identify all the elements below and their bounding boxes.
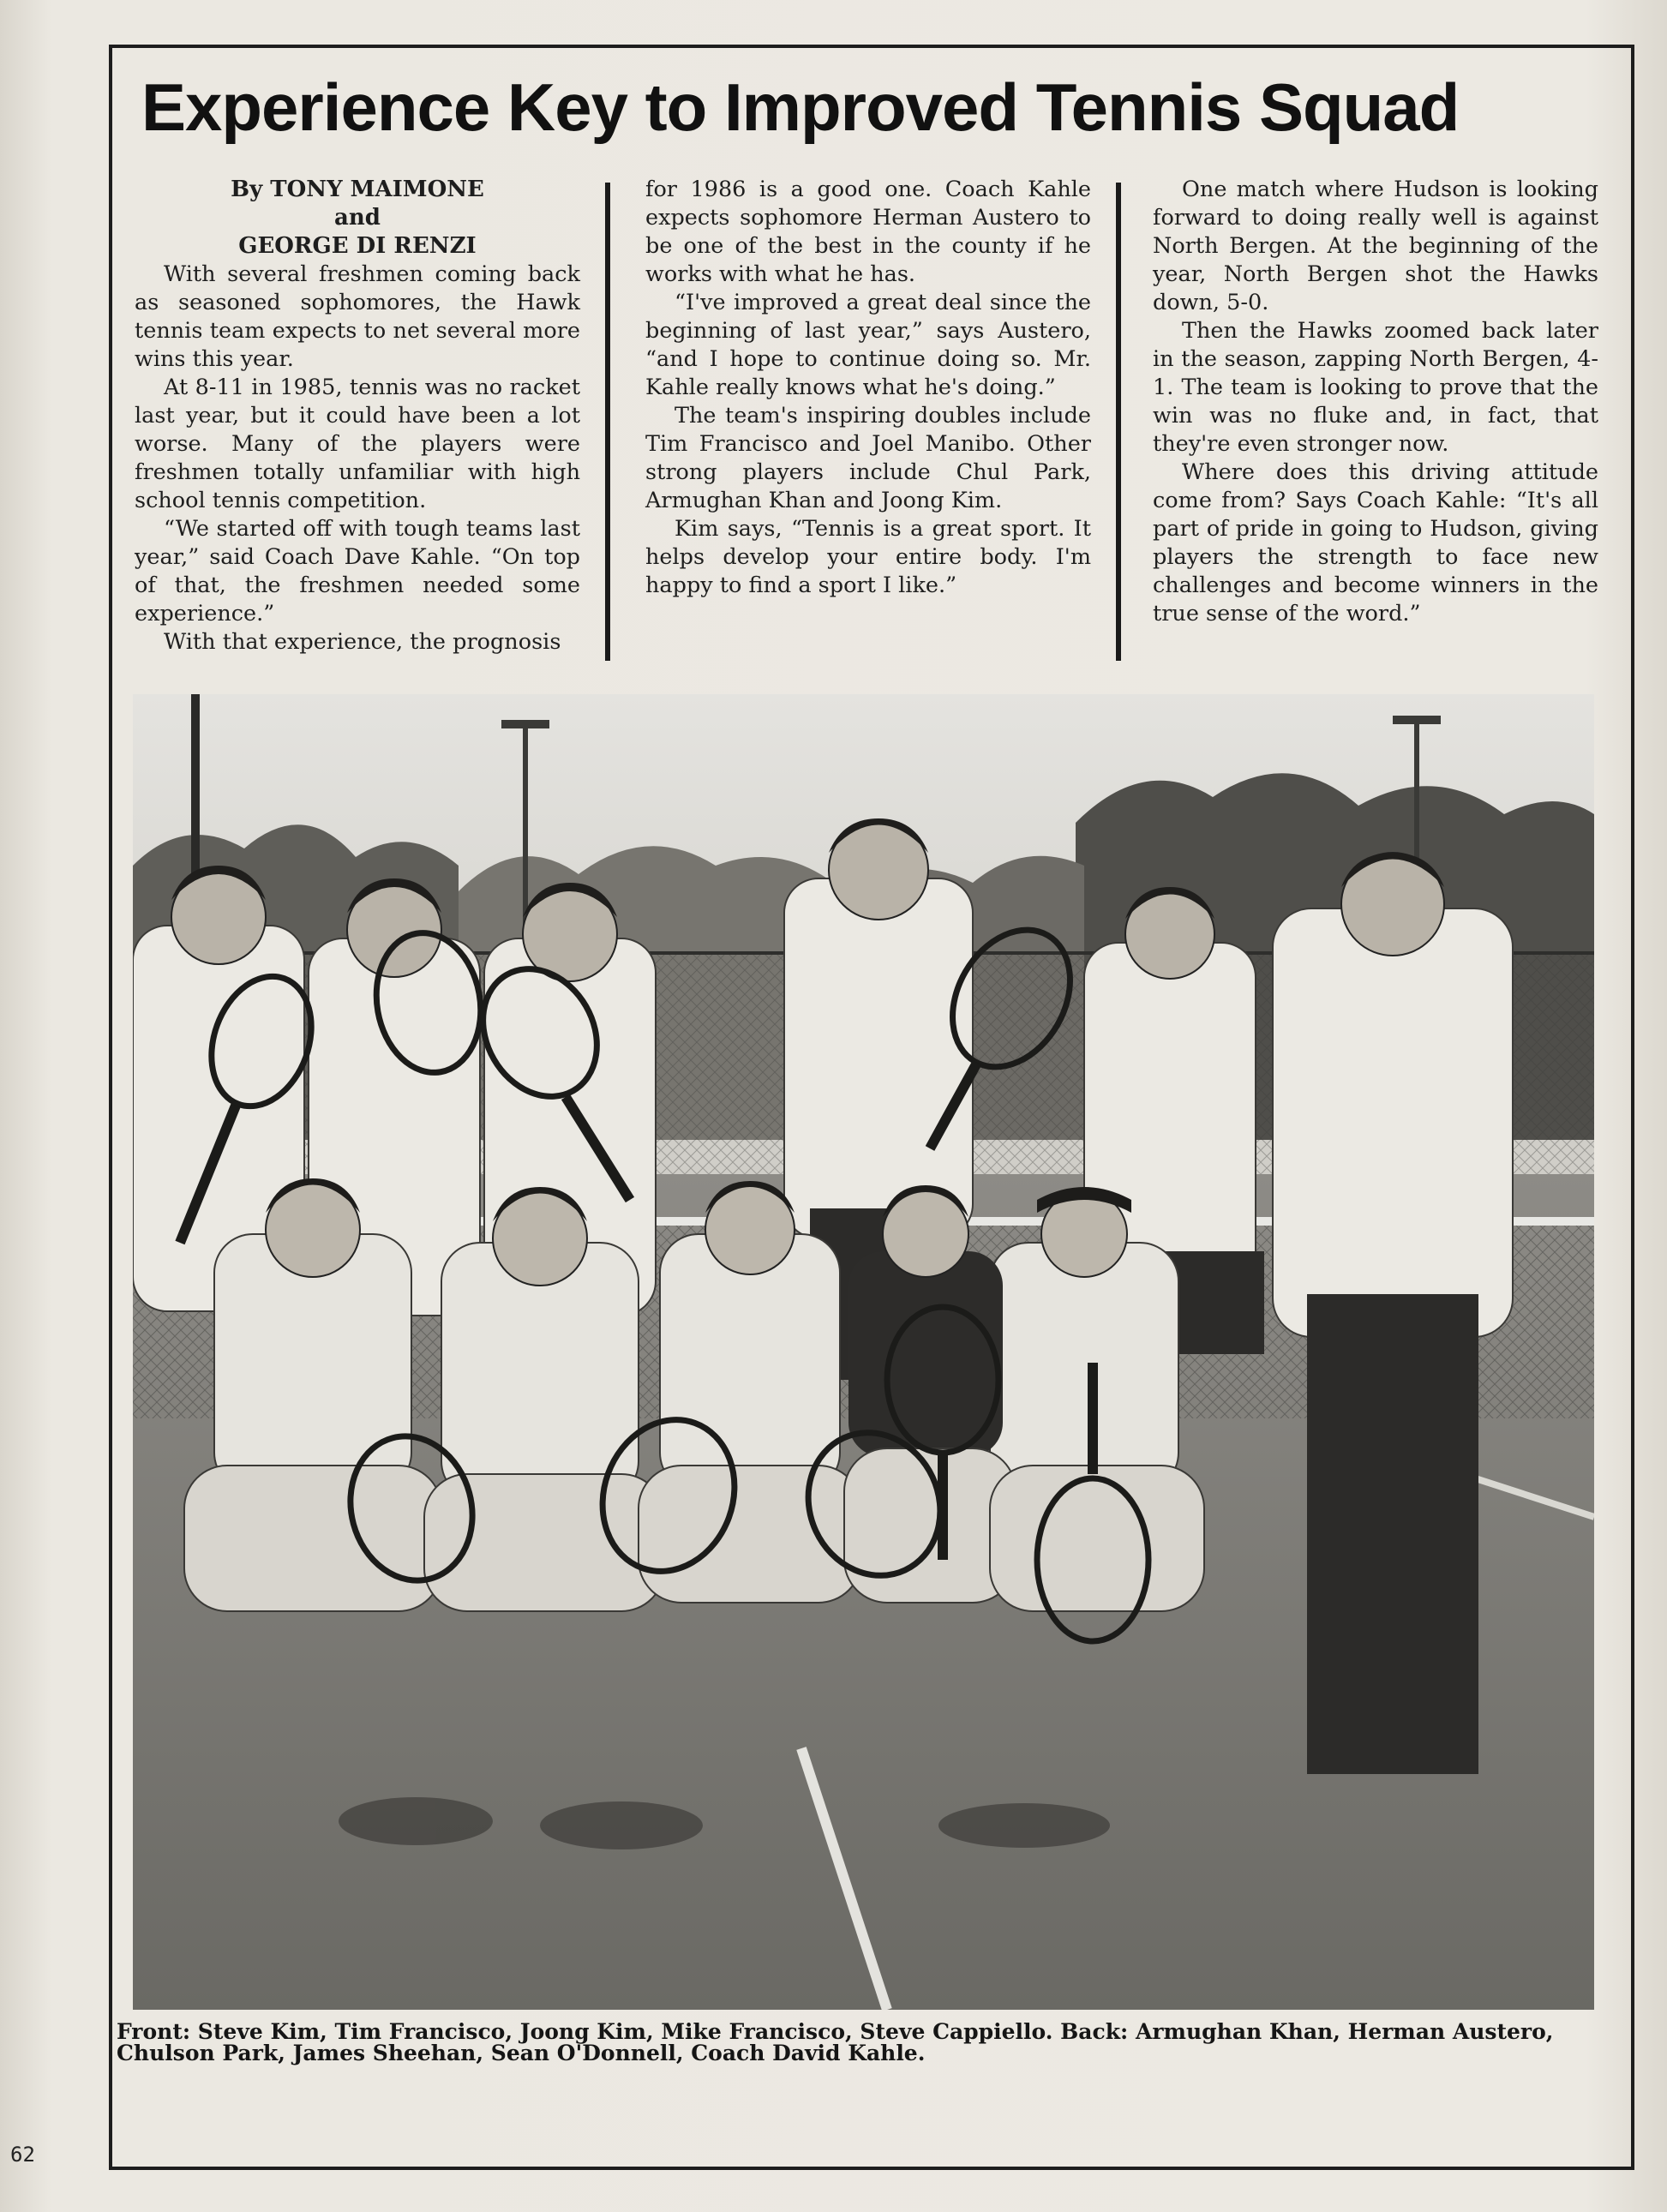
byline-and: and <box>334 205 381 231</box>
column-divider <box>605 183 610 661</box>
paragraph: With that experience, the prognosis <box>164 629 561 655</box>
byline-author-2: GEORGE DI RENZI <box>238 233 477 259</box>
paragraph: At 8-11 in 1985, tennis was no racket last year, but it could have been a lot worse. Many of the players were freshmen totally unfamiliar with high school tennis competition. <box>135 375 580 513</box>
photo-caption: Front: Steve Kim, Tim Francisco, Joong Kim, Mike Francisco, Steve Cappiello. Back: Armughan Khan, Herman Austero, Chulson Park, James Sheehan, Sean O'Donnell, Coach David Kahle. <box>117 2019 1554 2065</box>
paragraph: With several freshmen coming back as seasoned sophomores, the Hawk tennis team expects to net several more wins this year. <box>135 261 580 372</box>
column-2 <box>645 176 1091 600</box>
paragraph: One match where Hudson is looking forward to doing really well is against North Bergen. At the beginning of the year, North Bergen shot the Hawks down, 5-0. <box>1153 177 1598 315</box>
byline <box>135 176 580 261</box>
paragraph: for 1986 is a good one. Coach Kahle expects sophomore Herman Austero to be one of the best in the county if he works with what he has. <box>645 177 1091 287</box>
page-number: 62 <box>10 2143 35 2167</box>
column-3 <box>1153 176 1598 628</box>
paragraph: Where does this driving attitude come from? Says Coach Kahle: “It's all part of pride in going to Hudson, giving players the strength to face new challenges and become winners in the true sense of the word.” <box>1153 459 1598 626</box>
column-divider <box>1116 183 1121 661</box>
paragraph: “We started off with tough teams last year,” said Coach Dave Kahle. “On top of that, the freshmen needed some experience.” <box>135 516 580 626</box>
team-photo <box>133 694 1594 2010</box>
column-1 <box>135 176 580 656</box>
paragraph: The team's inspiring doubles include Tim Francisco and Joel Manibo. Other strong players include Chul Park, Armughan Khan and Joong Kim. <box>645 403 1091 513</box>
byline-author-1: By TONY MAIMONE <box>231 177 484 202</box>
paragraph: Then the Hawks zoomed back later in the season, zapping North Bergen, 4-1. The team is looking to prove that the win was no fluke and, in fact, that they're even stronger now. <box>1153 318 1598 457</box>
headline: Experience Key to Improved Tennis Squad <box>141 69 1460 145</box>
paragraph: “I've improved a great deal since the beginning of last year,” says Austero, “and I hope to continue doing so. Mr. Kahle really knows what he's doing.” <box>645 290 1091 400</box>
paragraph: Kim says, “Tennis is a great sport. It helps develop your entire body. I'm happy to find a sport I like.” <box>645 516 1091 598</box>
